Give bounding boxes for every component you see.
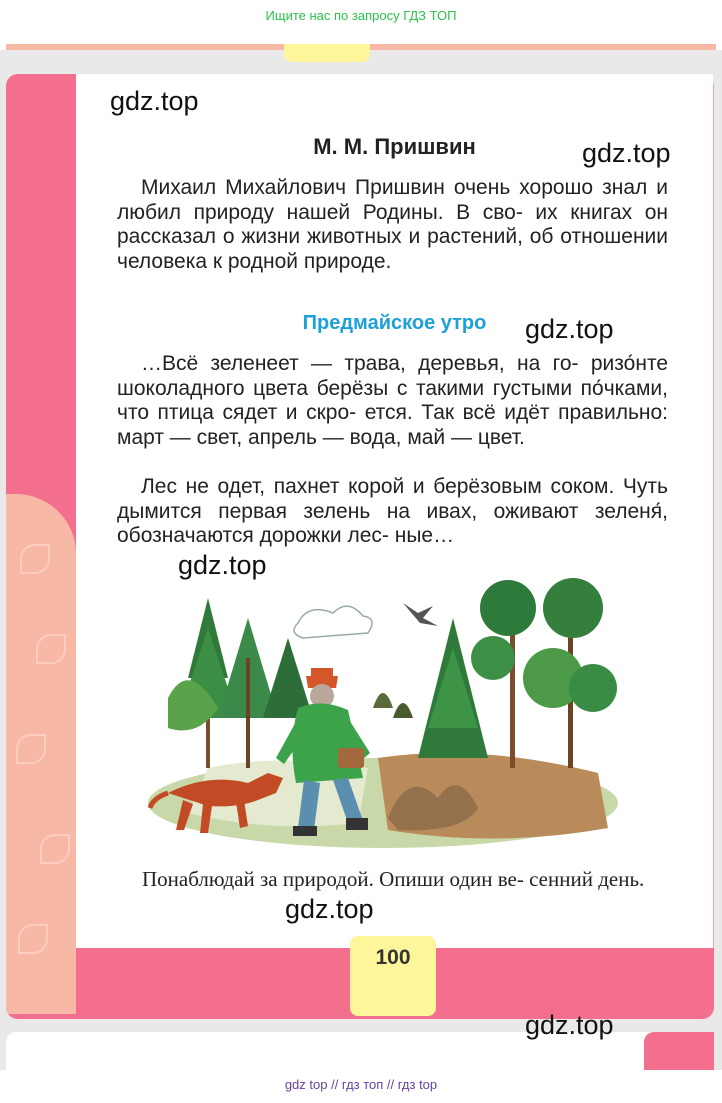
top-banner (0, 0, 722, 50)
text-line: соком. Чуть дымится первая зелень на ивах, (117, 475, 668, 523)
watermark: gdz.top (525, 1010, 614, 1040)
story-title: Предмайское утро (302, 312, 487, 334)
text-line: ные… (394, 524, 455, 547)
text-line: ризо́нте шоколадного цвета берёзы с такими (117, 352, 668, 400)
footer-links[interactable]: gdz top // гдз топ // гдз top (0, 1070, 722, 1103)
text-line: Михаил Михайлович Пришвин очень хорошо (141, 176, 594, 199)
text-line: их книгах он рассказал о жизни животных (117, 200, 668, 248)
story-paragraph-2 (117, 475, 668, 549)
task-paragraph (142, 866, 668, 892)
text-line: густыми по́чками, что птица сядет и скро- (117, 376, 668, 424)
watermark: gdz.top (110, 86, 199, 116)
previous-page-tab (284, 44, 370, 62)
watermark: gdz.top (525, 314, 614, 344)
search-hint-link[interactable]: Ищите нас по запросу ГДЗ ТОП (265, 8, 457, 23)
forest-illustration (148, 568, 618, 853)
leaf-ornament (36, 634, 66, 664)
text-line: и растений, об отношении человека к родной (117, 225, 669, 273)
text-line: Понаблюдай за природой. Опиши один ве- (142, 867, 524, 891)
watermark: gdz.top (178, 550, 267, 580)
text-line: …Всё зеленеет — трава, деревья, на го- (141, 352, 579, 375)
text-line: апрель — вода, май — цвет. (248, 425, 525, 449)
leaf-ornament (40, 834, 70, 864)
text-line: Лес не одет, пахнет корой и берёзовым (141, 475, 542, 498)
intro-paragraph (117, 176, 668, 274)
text-line: знал и любил природу нашей Родины. В сво- (117, 176, 668, 224)
page-number: 100 (350, 936, 436, 1016)
leaf-ornament (20, 544, 50, 574)
text-line: оживают зеленя́, обозначаются дорожки лес- (117, 499, 668, 547)
story-paragraph-1 (117, 352, 668, 450)
author-heading: М. М. Пришвин (313, 134, 476, 159)
watermark: gdz.top (582, 138, 671, 168)
text-line: природе. (303, 249, 392, 273)
text-line: сенний день. (529, 867, 645, 891)
text-line: ется. Так всё идёт правильно: март — свет, (117, 401, 669, 449)
leaf-ornament (18, 924, 48, 954)
watermark: gdz.top (285, 894, 374, 924)
leaf-ornament (16, 734, 46, 764)
